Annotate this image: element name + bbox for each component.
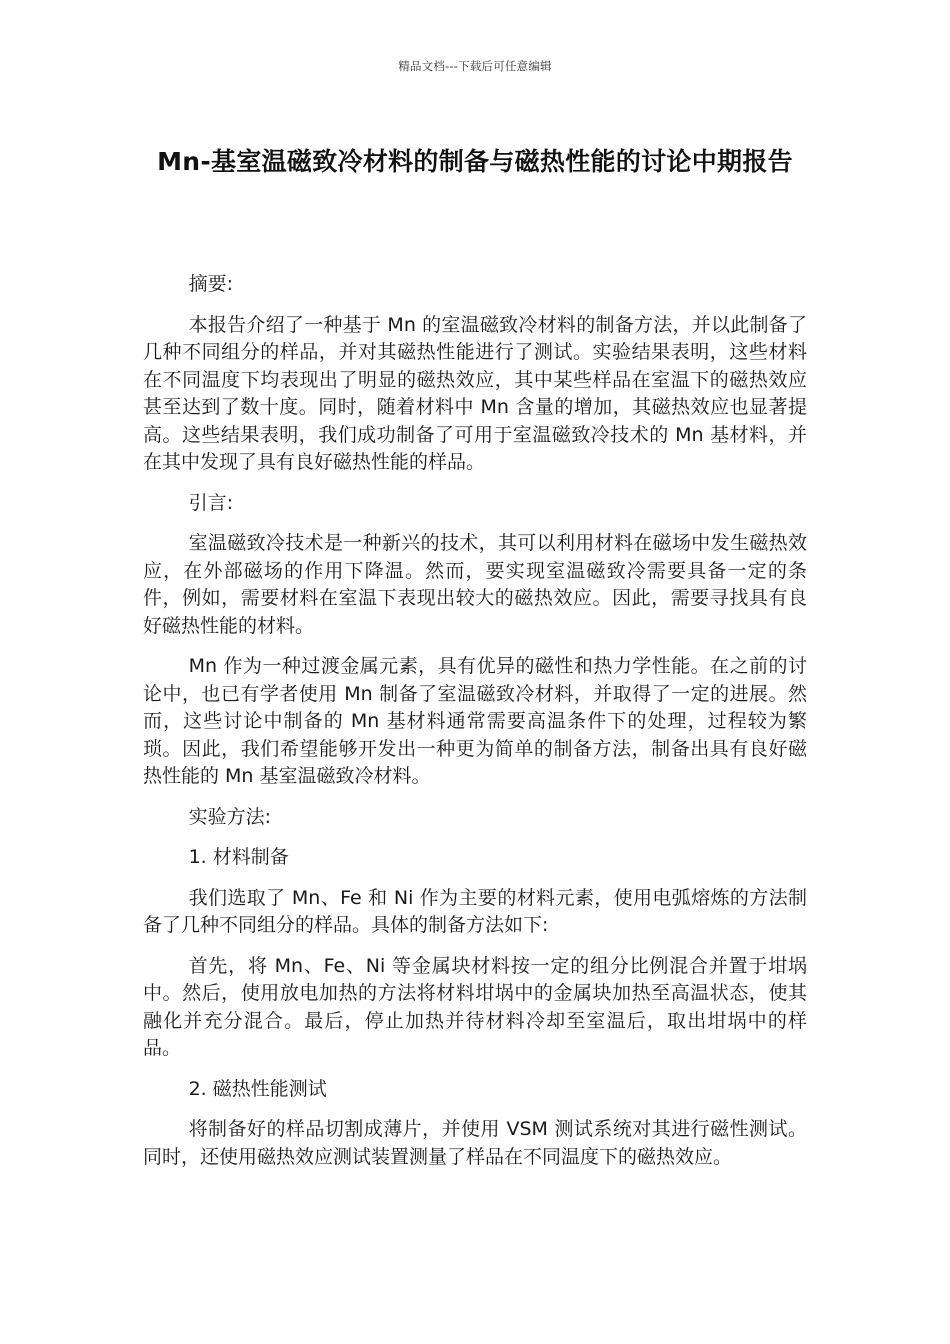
method-paragraph-1: 我们选取了 Mn、Fe 和 Ni 作为主要的材料元素，使用电弧熔炼的方法制备了几种不同组分的样品。具体的制备方法如下:: [143, 886, 807, 936]
document-title: Mn-基室温磁致冷材料的制备与磁热性能的讨论中期报告: [157, 147, 793, 176]
method-subheading-2: 2. 磁热性能测试: [188, 1077, 327, 1100]
document-body: [143, 271, 807, 1184]
abstract-paragraph: 本报告介绍了一种基于 Mn 的室温磁致冷材料的制备方法，并以此制备了几种不同组分的样品，并对其磁热性能进行了测试。实验结果表明，这些材料在不同温度下均表现出了明显的磁热效应，其中某些样品在室温下的磁热效应甚至达到了数十度。同时，随着材料中 Mn 含量的增加，其磁热效应也显著提高。这些结果表明，我们成功制备了可用于室温磁致冷技术的 Mn 基材料，并在其中发现了具有良好磁热性能的样品。: [143, 313, 807, 473]
intro-paragraph-2: Mn 作为一种过渡金属元素，具有优异的磁性和热力学性能。在之前的讨论中，也已有学者使用 Mn 制备了室温磁致冷材料，并取得了一定的进展。然而，这些讨论中制备的 Mn 基材料通常需要高温条件下的处理，过程较为繁琐。因此，我们希望能够开发出一种更为简单的制备方法，制备出具有良好磁热性能的 Mn 基室温磁致冷材料。: [143, 655, 807, 787]
method-subheading-1: 1. 材料制备: [188, 846, 289, 868]
intro-heading: 引言:: [188, 491, 233, 514]
header-note: 精品文档---下载后可任意编辑: [398, 59, 552, 73]
abstract-heading: 摘要:: [188, 273, 233, 295]
method-paragraph-2: 首先，将 Mn、Fe、Ni 等金属块材料按一定的组分比例混合并置于坩埚中。然后，使用放电加热的方法将材料坩埚中的金属块加热至高温状态，使其融化并充分混合。最后，停止加热并待材料冷却至室温后，取出坩埚中的样品。: [143, 954, 807, 1059]
method-heading: 实验方法:: [188, 805, 271, 828]
intro-paragraph-1: 室温磁致冷技术是一种新兴的技术，其可以利用材料在磁场中发生磁热效应，在外部磁场的作用下降温。然而，要实现室温磁致冷需要具备一定的条件，例如，需要材料在室温下表现出较大的磁热效应。因此，需要寻找具有良好磁热性能的材料。: [143, 532, 807, 637]
method-paragraph-3: 将制备好的样品切割成薄片，并使用 VSM 测试系统对其进行磁性测试。同时，还使用磁热效应测试装置测量了样品在不同温度下的磁热效应。: [143, 1118, 807, 1168]
